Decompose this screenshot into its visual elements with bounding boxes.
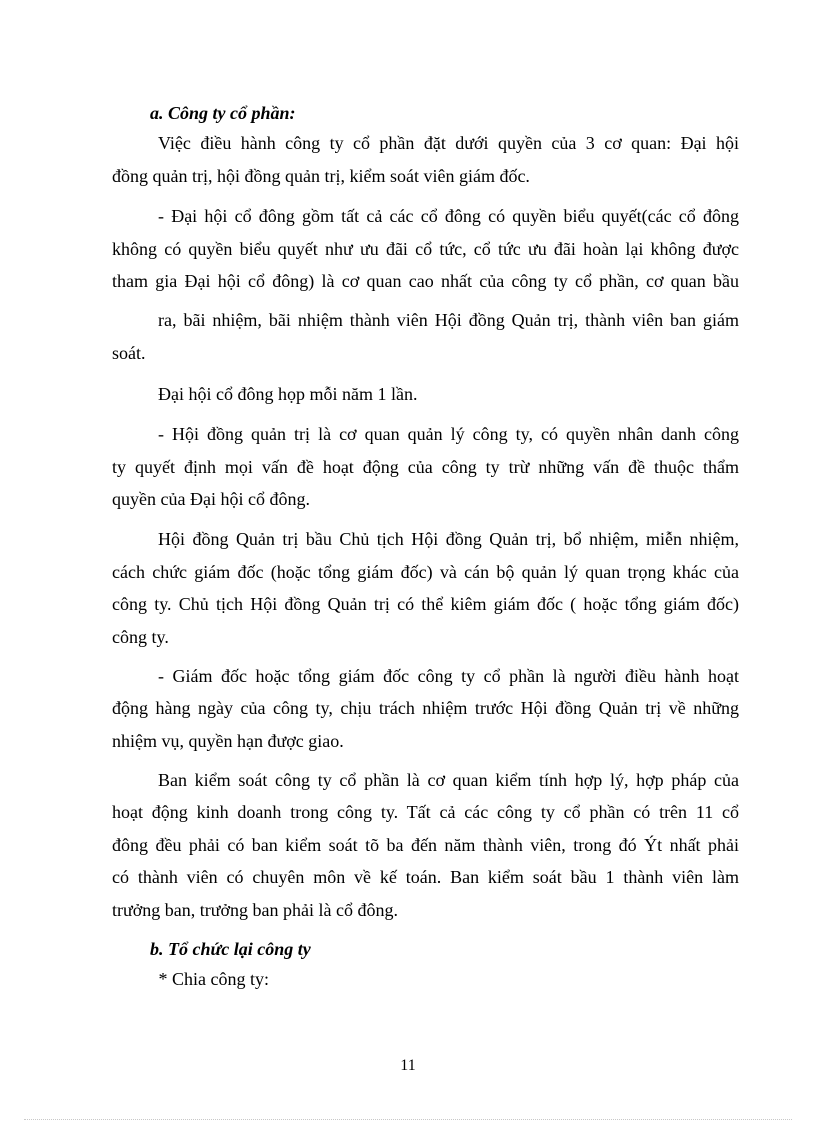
paragraph-line: cách chức giám đốc (hoặc tổng giám đốc) và cán bộ quản lý quan trọng khác của [112, 562, 739, 582]
paragraph-line: công ty. Chủ tịch Hội đồng Quản trị có thể kiêm giám đốc ( hoặc tổng giám đốc) [112, 594, 739, 614]
paragraph-line: - Giám đốc hoặc tổng giám đốc công ty cổ phần là người điều hành hoạt [158, 666, 739, 686]
paragraph-line: tham gia Đại hội cổ đông) là cơ quan cao nhất của công ty cổ phần, cơ quan bầu [112, 271, 739, 291]
paragraph-line: soát. [112, 343, 146, 363]
paragraph-line: không có quyền biểu quyết như ưu đãi cổ tức, cổ tức ưu đãi hoàn lại không được [112, 239, 739, 259]
paragraph-line: trưởng ban, trưởng ban phải là cổ đông. [112, 900, 398, 920]
paragraph-line: - Hội đồng quản trị là cơ quan quản lý công ty, có quyền nhân danh công [158, 424, 739, 444]
paragraph-line: nhiệm vụ, quyền hạn được giao. [112, 731, 344, 751]
paragraph-line: - Đại hội cổ đông gồm tất cả các cổ đông có quyền biểu quyết(các cổ đông [158, 206, 739, 226]
paragraph-line: động hàng ngày của công ty, chịu trách nhiệm trước Hội đồng Quản trị về những [112, 698, 739, 718]
paragraph-line: quyền của Đại hội cổ đông. [112, 489, 310, 509]
paragraph-line: công ty. [112, 627, 169, 647]
paragraph-line: ty quyết định mọi vấn đề hoạt động của công ty trừ những vấn đề thuộc thẩm [112, 457, 739, 477]
paragraph-line: Ban kiểm soát công ty cổ phần là cơ quan kiểm tính hợp lý, hợp pháp của [158, 770, 739, 790]
paragraph-line: đồng quản trị, hội đồng quản trị, kiểm soát viên giám đốc. [112, 166, 530, 186]
paragraph-line: ra, bãi nhiệm, bãi nhiệm thành viên Hội đồng Quản trị, thành viên ban giám [158, 310, 739, 330]
section-a-heading: a. Công ty cổ phần: [150, 103, 296, 123]
paragraph-line: đông đều phải có ban kiểm soát tõ ba đến năm thành viên, trong đó Ýt nhất phải [112, 835, 739, 855]
paragraph-line: có thành viên có chuyên môn về kế toán. Ban kiểm soát bầu 1 thành viên làm [112, 867, 739, 887]
list-item-chia-cong-ty: * Chia công ty: [154, 969, 269, 989]
paragraph-line: Đại hội cổ đông họp mỗi năm 1 lần. [158, 384, 418, 404]
paragraph-line: hoạt động kinh doanh trong công ty. Tất cả các công ty cổ phần có trên 11 cổ [112, 802, 739, 822]
section-b-heading: b. Tổ chức lại công ty [150, 939, 311, 959]
paragraph-line: Việc điều hành công ty cổ phần đặt dưới quyền của 3 cơ quan: Đại hội [158, 133, 739, 153]
page-number: 11 [400, 1057, 416, 1074]
page-bottom-divider [24, 1119, 792, 1120]
paragraph-line: Hội đồng Quản trị bầu Chủ tịch Hội đồng Quản trị, bổ nhiệm, miễn nhiệm, [158, 529, 739, 549]
